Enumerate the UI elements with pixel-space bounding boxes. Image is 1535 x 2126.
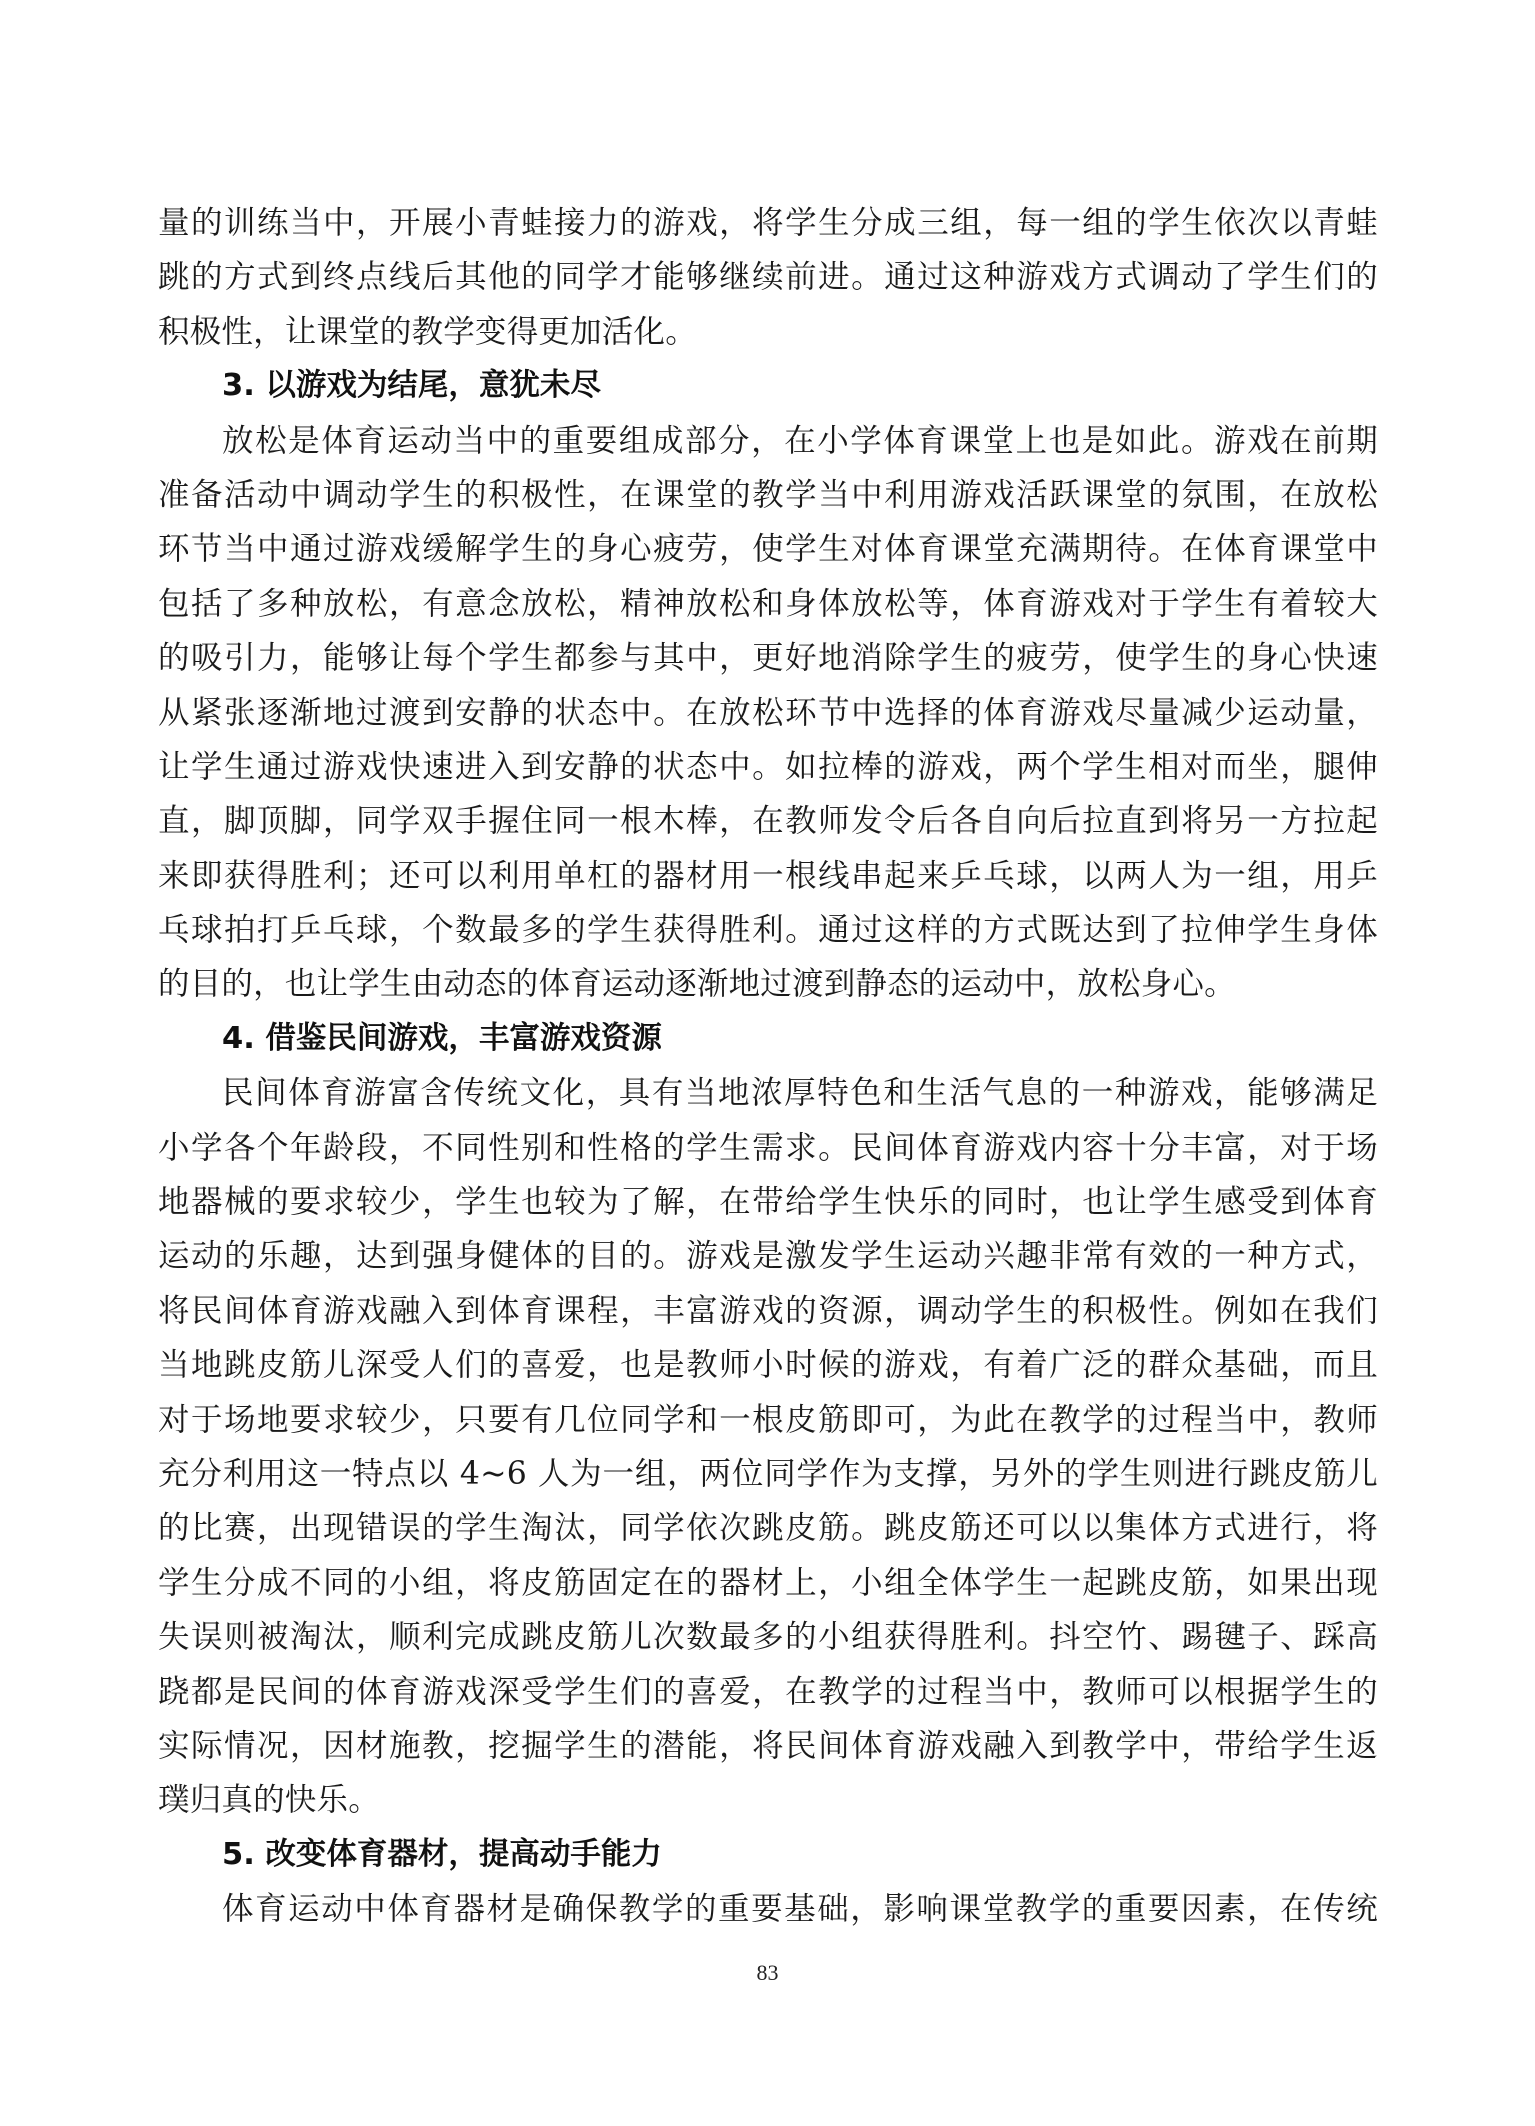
- text-line: 当地跳皮筋儿深受人们的喜爱，也是教师小时候的游戏，有着广泛的群众基础，而且: [158, 1347, 1378, 1384]
- text-line: 将民间体育游戏融入到体育课程，丰富游戏的资源，调动学生的积极性。例如在我们: [158, 1292, 1378, 1329]
- text-line: 民间体育游富含传统文化，具有当地浓厚特色和生活气息的一种游戏，能够满足: [222, 1075, 1378, 1112]
- text-line: 小学各个年龄段，不同性别和性格的学生需求。民间体育游戏内容十分丰富，对于场: [158, 1129, 1378, 1166]
- paragraph: [158, 196, 1378, 359]
- section-heading: 4. 借鉴民间游戏，丰富游戏资源: [222, 1020, 662, 1056]
- text-line: 实际情况，因材施教，挖掘学生的潜能，将民间体育游戏融入到教学中，带给学生返: [158, 1727, 1378, 1764]
- text-line: 跷都是民间的体育游戏深受学生们的喜爱，在教学的过程当中，教师可以根据学生的: [158, 1673, 1378, 1710]
- text-line: 来即获得胜利；还可以利用单杠的器材用一根线串起来乒乓球，以两人为一组，用乒: [158, 857, 1378, 894]
- text-line: 积极性，让课堂的教学变得更加活化。: [158, 313, 697, 350]
- text-line: 璞归真的快乐。: [158, 1782, 380, 1819]
- text-line: 学生分成不同的小组，将皮筋固定在的器材上，小组全体学生一起跳皮筋，如果出现: [158, 1564, 1378, 1601]
- text-line: 失误则被淘汰，顺利完成跳皮筋儿次数最多的小组获得胜利。抖空竹、踢毽子、踩高: [158, 1619, 1378, 1656]
- text-line: 跳的方式到终点线后其他的同学才能够继续前进。通过这种游戏方式调动了学生们的: [158, 259, 1378, 296]
- text-line: 对于场地要求较少，只要有几位同学和一根皮筋即可，为此在教学的过程当中，教师: [158, 1401, 1378, 1438]
- text-line: 的比赛，出现错误的学生淘汰，同学依次跳皮筋。跳皮筋还可以以集体方式进行，将: [158, 1510, 1378, 1547]
- body-text: [158, 196, 1378, 1937]
- paragraph: [158, 414, 1378, 1012]
- text-line: 体育运动中体育器材是确保教学的重要基础，影响课堂教学的重要因素，在传统: [222, 1891, 1378, 1928]
- page-number: 83: [756, 1960, 779, 1985]
- text-line: 直，脚顶脚，同学双手握住同一根木棒，在教师发令后各自向后拉直到将另一方拉起: [158, 803, 1378, 840]
- paragraph: [158, 1882, 1378, 1936]
- text-line: 的目的，也让学生由动态的体育运动逐渐地过渡到静态的运动中，放松身心。: [158, 966, 1236, 1003]
- text-line: 让学生通过游戏快速进入到安静的状态中。如拉棒的游戏，两个学生相对而坐，腿伸: [158, 748, 1378, 785]
- text-line: 的吸引力，能够让每个学生都参与其中，更好地消除学生的疲劳，使学生的身心快速: [158, 640, 1378, 677]
- section-heading: 5. 改变体育器材，提高动手能力: [222, 1836, 662, 1872]
- paragraph: [158, 1066, 1378, 1827]
- text-line: 放松是体育运动当中的重要组成部分，在小学体育课堂上也是如此。游戏在前期: [222, 422, 1378, 459]
- text-line: 从紧张逐渐地过渡到安静的状态中。在放松环节中选择的体育游戏尽量减少运动量，: [158, 694, 1378, 731]
- text-line: 充分利用这一特点以 4~6 人为一组，两位同学作为支撑，另外的学生则进行跳皮筋儿: [158, 1455, 1378, 1492]
- text-line: 包括了多种放松，有意念放松，精神放松和身体放松等，体育游戏对于学生有着较大: [158, 585, 1378, 622]
- section-heading: 3. 以游戏为结尾，意犹未尽: [222, 368, 601, 404]
- text-line: 准备活动中调动学生的积极性，在课堂的教学当中利用游戏活跃课堂的氛围，在放松: [158, 476, 1378, 513]
- text-line: 环节当中通过游戏缓解学生的身心疲劳，使学生对体育课堂充满期待。在体育课堂中: [158, 531, 1378, 568]
- text-line: 运动的乐趣，达到强身健体的目的。游戏是激发学生运动兴趣非常有效的一种方式，: [158, 1238, 1378, 1275]
- text-line: 乓球拍打乒乓球，个数最多的学生获得胜利。通过这样的方式既达到了拉伸学生身体: [158, 912, 1378, 949]
- text-line: 地器械的要求较少，学生也较为了解，在带给学生快乐的同时，也让学生感受到体育: [158, 1184, 1378, 1221]
- text-line: 量的训练当中，开展小青蛙接力的游戏，将学生分成三组，每一组的学生依次以青蛙: [158, 205, 1378, 241]
